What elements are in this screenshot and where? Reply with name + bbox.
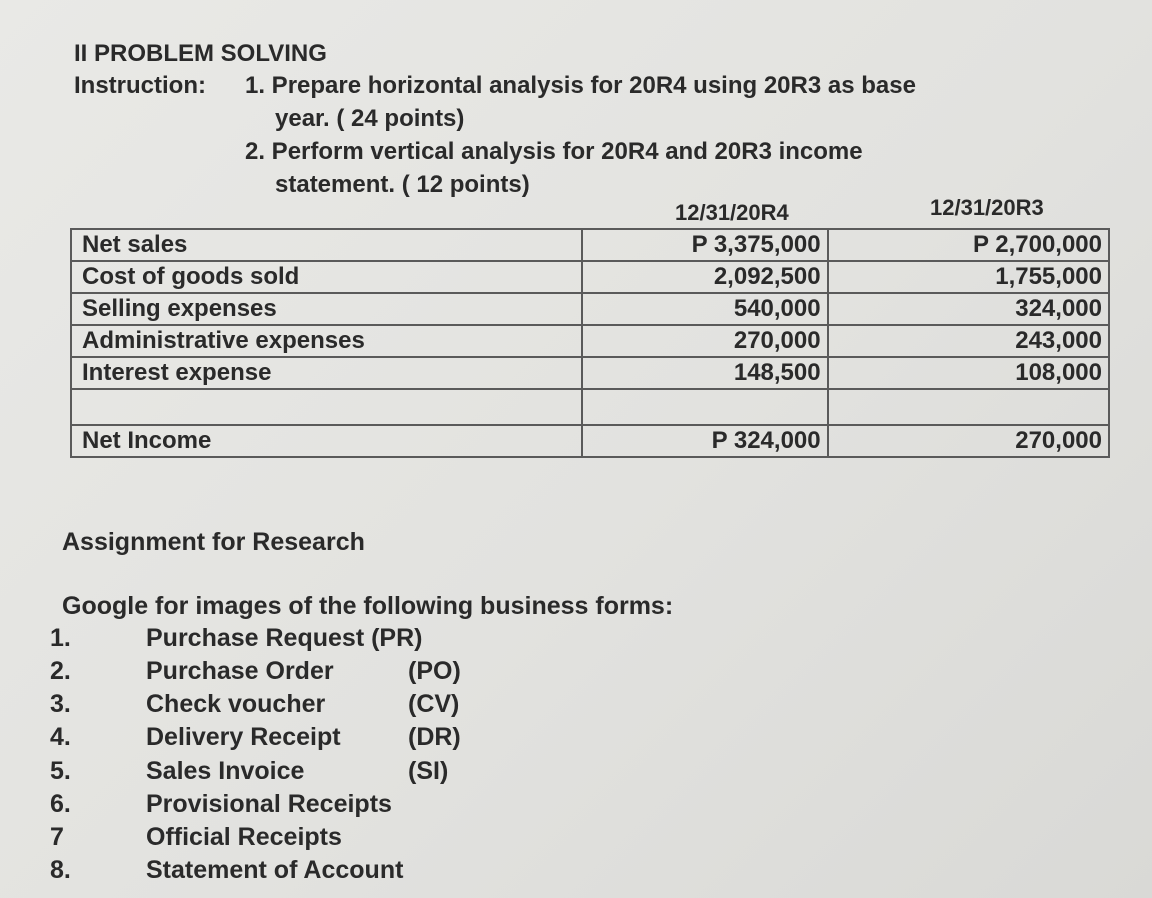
value-20r3: 1,755,000	[828, 261, 1109, 293]
item-number: 7	[50, 823, 64, 851]
instruction-item-1-cont: year. ( 24 points)	[275, 105, 465, 132]
value-20r3: 324,000	[828, 293, 1109, 325]
item-number: 8.	[50, 856, 71, 884]
table-row-blank	[71, 389, 1109, 425]
item-name: Provisional Receipts	[146, 790, 392, 818]
value-20r3: P 2,700,000	[828, 229, 1109, 261]
value-20r4: P 3,375,000	[582, 229, 828, 261]
item-abbr: (SI)	[408, 757, 449, 785]
row-label: Cost of goods sold	[71, 261, 582, 293]
value-20r4: 148,500	[582, 357, 828, 389]
item-abbr: (DR)	[408, 723, 461, 751]
value-20r4: 270,000	[582, 325, 828, 357]
row-label: Selling expenses	[71, 293, 582, 325]
instruction-label: Instruction:	[74, 72, 206, 99]
item-name: Purchase Order	[146, 657, 334, 685]
item-number: 2.	[50, 657, 71, 685]
assignment-intro: Google for images of the following business forms:	[62, 592, 674, 620]
item-number: 4.	[50, 723, 71, 751]
value-20r4: 540,000	[582, 293, 828, 325]
item-name: Statement of Account	[146, 856, 404, 884]
table-row	[71, 325, 1109, 357]
column-header-20r3: 12/31/20R3	[930, 195, 1044, 220]
item-number: 5.	[50, 757, 71, 785]
total-20r4: P 324,000	[582, 425, 828, 457]
table-row	[71, 229, 1109, 261]
total-20r3: 270,000	[828, 425, 1109, 457]
instruction-item-1: 1. Prepare horizontal analysis for 20R4 using 20R3 as base	[245, 72, 916, 99]
table-row	[71, 293, 1109, 325]
item-name: Sales Invoice	[146, 757, 305, 785]
item-abbr: (CV)	[408, 690, 460, 718]
row-label: Interest expense	[71, 357, 582, 389]
income-statement-table	[70, 228, 1110, 458]
item-abbr: (PO)	[408, 657, 461, 685]
table-row	[71, 357, 1109, 389]
item-number: 1.	[50, 624, 71, 652]
value-20r3: 108,000	[828, 357, 1109, 389]
table-row-total	[71, 425, 1109, 457]
item-name: Delivery Receipt	[146, 723, 341, 751]
item-number: 3.	[50, 690, 71, 718]
instruction-item-2-cont: statement. ( 12 points)	[275, 171, 530, 198]
assignment-title: Assignment for Research	[62, 528, 365, 556]
row-label: Net sales	[71, 229, 582, 261]
item-number: 6.	[50, 790, 71, 818]
section-heading: II PROBLEM SOLVING	[74, 40, 327, 67]
instruction-item-2: 2. Perform vertical analysis for 20R4 and 20R3 income	[245, 138, 863, 165]
table-row	[71, 261, 1109, 293]
row-label: Administrative expenses	[71, 325, 582, 357]
column-header-20r4: 12/31/20R4	[675, 200, 789, 225]
item-name: Official Receipts	[146, 823, 342, 851]
item-name: Purchase Request (PR)	[146, 624, 423, 652]
total-label: Net Income	[71, 425, 582, 457]
value-20r3: 243,000	[828, 325, 1109, 357]
value-20r4: 2,092,500	[582, 261, 828, 293]
item-name: Check voucher	[146, 690, 326, 718]
